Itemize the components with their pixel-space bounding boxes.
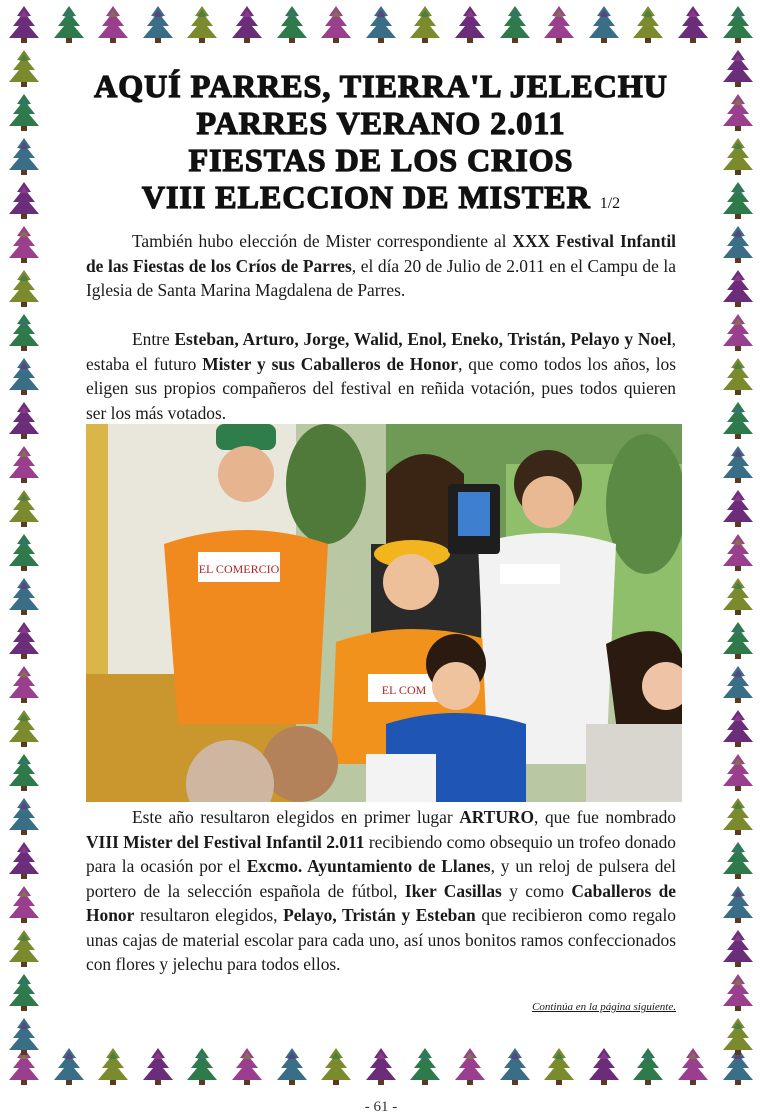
christmas-tree-icon: [718, 752, 758, 792]
text-run: También hubo elección de Mister correspondiente al: [132, 231, 513, 251]
christmas-tree-icon: [4, 840, 44, 880]
bold-text: Pelayo, Tristán y Esteban: [283, 905, 476, 925]
text-run: , el día 20 de Julio de 2.011 en el Campu de la Iglesia de Santa Marina Magdalena de Parres.: [86, 255, 676, 300]
christmas-tree-icon: [628, 4, 668, 44]
page-number: - 61 -: [364, 1099, 398, 1115]
christmas-tree-icon: [4, 136, 44, 176]
christmas-tree-icon: [49, 1046, 89, 1086]
christmas-tree-icon: [4, 752, 44, 792]
christmas-tree-icon: [718, 884, 758, 924]
bold-text: Mister y sus Caballeros de Honor: [202, 353, 459, 374]
christmas-tree-icon: [718, 268, 758, 308]
text-run: , que fue nombrado: [534, 807, 676, 827]
title-line-4: [60, 179, 702, 222]
text-run: que recibieron como regalo unas cajas de material escolar para cada uno, así unos bonitos ramos confeccionados con flores y jelechu para todos ellos.: [86, 905, 677, 974]
shirt-text-1: EL COMERCIO: [198, 562, 280, 576]
christmas-tree-icon: [4, 444, 44, 484]
bold-text: Esteban, Arturo, Jorge, Walid, Enol, Eneko, Tristán, Pelayo y Noel: [174, 329, 672, 349]
christmas-tree-icon: [4, 884, 44, 924]
christmas-tree-icon: [718, 972, 758, 1012]
text-run: recibiendo como obsequio un trofeo donado para la ocasión por el: [86, 831, 676, 876]
christmas-tree-icon: [584, 4, 624, 44]
christmas-tree-icon: [718, 928, 758, 968]
paragraph-2: [86, 327, 676, 425]
christmas-tree-icon: [4, 1016, 44, 1056]
christmas-tree-icon: [4, 708, 44, 748]
bold-text: Caballeros de Honor: [86, 880, 677, 925]
christmas-tree-icon: [316, 4, 356, 44]
christmas-tree-icon: [718, 4, 758, 44]
christmas-tree-icon: [138, 1046, 178, 1086]
christmas-tree-icon: [4, 620, 44, 660]
christmas-tree-icon: [405, 1046, 445, 1086]
bold-text: Excmo. Ayuntamiento de Llanes: [246, 856, 491, 876]
christmas-tree-icon: [539, 1046, 579, 1086]
christmas-tree-icon: [718, 1016, 758, 1056]
christmas-tree-icon: [718, 356, 758, 396]
christmas-tree-icon: [673, 1046, 713, 1086]
title-line-1: AQUÍ PARRES, TIERRA'L JELECHU: [94, 68, 668, 104]
christmas-tree-icon: [4, 928, 44, 968]
christmas-tree-icon: [718, 444, 758, 484]
title-line-2: PARRES VERANO 2.011: [196, 105, 566, 141]
title-block: [60, 68, 702, 222]
christmas-tree-icon: [718, 224, 758, 264]
christmas-tree-icon: [272, 1046, 312, 1086]
christmas-tree-icon: [628, 1046, 668, 1086]
christmas-tree-icon: [4, 664, 44, 704]
bold-text: ARTURO: [459, 807, 535, 827]
bold-text: XXX Festival Infantil de las Fiestas de los Críos de Parres: [86, 231, 676, 276]
christmas-tree-icon: [4, 312, 44, 352]
christmas-tree-icon: [405, 4, 445, 44]
christmas-tree-icon: [718, 312, 758, 352]
christmas-tree-icon: [227, 1046, 267, 1086]
christmas-tree-icon: [718, 532, 758, 572]
christmas-tree-icon: [4, 4, 44, 44]
text-run: resultaron elegidos,: [134, 905, 284, 925]
christmas-tree-icon: [4, 224, 44, 264]
christmas-tree-icon: [718, 136, 758, 176]
christmas-tree-icon: [584, 1046, 624, 1086]
title-part: 1/2: [599, 195, 621, 212]
christmas-tree-icon: [718, 488, 758, 528]
text-run: Este año resultaron elegidos en primer lugar: [132, 807, 460, 827]
christmas-tree-icon: [4, 488, 44, 528]
christmas-tree-icon: [4, 356, 44, 396]
christmas-tree-icon: [4, 268, 44, 308]
continue-note: Continúa en la página siguiente.: [532, 1001, 676, 1013]
text-run: Entre: [132, 329, 175, 349]
christmas-tree-icon: [718, 620, 758, 660]
christmas-tree-icon: [4, 92, 44, 132]
christmas-tree-icon: [673, 4, 713, 44]
christmas-tree-icon: [718, 48, 758, 88]
christmas-tree-icon: [718, 840, 758, 880]
christmas-tree-icon: [539, 4, 579, 44]
christmas-tree-icon: [495, 4, 535, 44]
christmas-tree-icon: [272, 4, 312, 44]
christmas-tree-icon: [4, 576, 44, 616]
christmas-tree-icon: [138, 4, 178, 44]
shirt-text-2: EL COM: [381, 683, 427, 697]
christmas-tree-icon: [49, 4, 89, 44]
text-run: , estaba el futuro: [86, 329, 676, 374]
christmas-tree-icon: [4, 180, 44, 220]
christmas-tree-icon: [182, 4, 222, 44]
text-run: , y un reloj de pulsera del portero de la selección española de fútbol,: [86, 856, 676, 901]
christmas-tree-icon: [361, 4, 401, 44]
christmas-tree-icon: [450, 4, 490, 44]
christmas-tree-icon: [718, 180, 758, 220]
christmas-tree-icon: [316, 1046, 356, 1086]
bold-text: Iker Casillas: [404, 880, 502, 901]
christmas-tree-icon: [93, 4, 133, 44]
text-run: , que como todos los años, los eligen sus propios compañeros del festival en reñida votación, pues todos quieren ser los más votados.: [86, 353, 677, 423]
text-run: y como: [501, 880, 572, 901]
christmas-tree-icon: [93, 1046, 133, 1086]
christmas-tree-icon: [227, 4, 267, 44]
bold-text: VIII Mister del Festival Infantil 2.011: [86, 831, 365, 852]
photo-children-festival: [86, 424, 682, 802]
christmas-tree-icon: [718, 796, 758, 836]
christmas-tree-icon: [4, 796, 44, 836]
christmas-tree-icon: [182, 1046, 222, 1086]
paragraph-1: [86, 229, 676, 303]
christmas-tree-icon: [4, 532, 44, 572]
christmas-tree-icon: [450, 1046, 490, 1086]
christmas-tree-icon: [495, 1046, 535, 1086]
christmas-tree-icon: [361, 1046, 401, 1086]
title-line-3: FIESTAS DE LOS CRIOS: [188, 142, 574, 178]
christmas-tree-icon: [718, 400, 758, 440]
christmas-tree-icon: [718, 664, 758, 704]
christmas-tree-icon: [4, 972, 44, 1012]
christmas-tree-icon: [4, 48, 44, 88]
paragraph-3: [86, 805, 676, 977]
title-line-4-text: VIII ELECCION DE MISTER: [141, 179, 591, 215]
christmas-tree-icon: [718, 92, 758, 132]
christmas-tree-icon: [718, 576, 758, 616]
christmas-tree-icon: [4, 400, 44, 440]
christmas-tree-icon: [718, 708, 758, 748]
